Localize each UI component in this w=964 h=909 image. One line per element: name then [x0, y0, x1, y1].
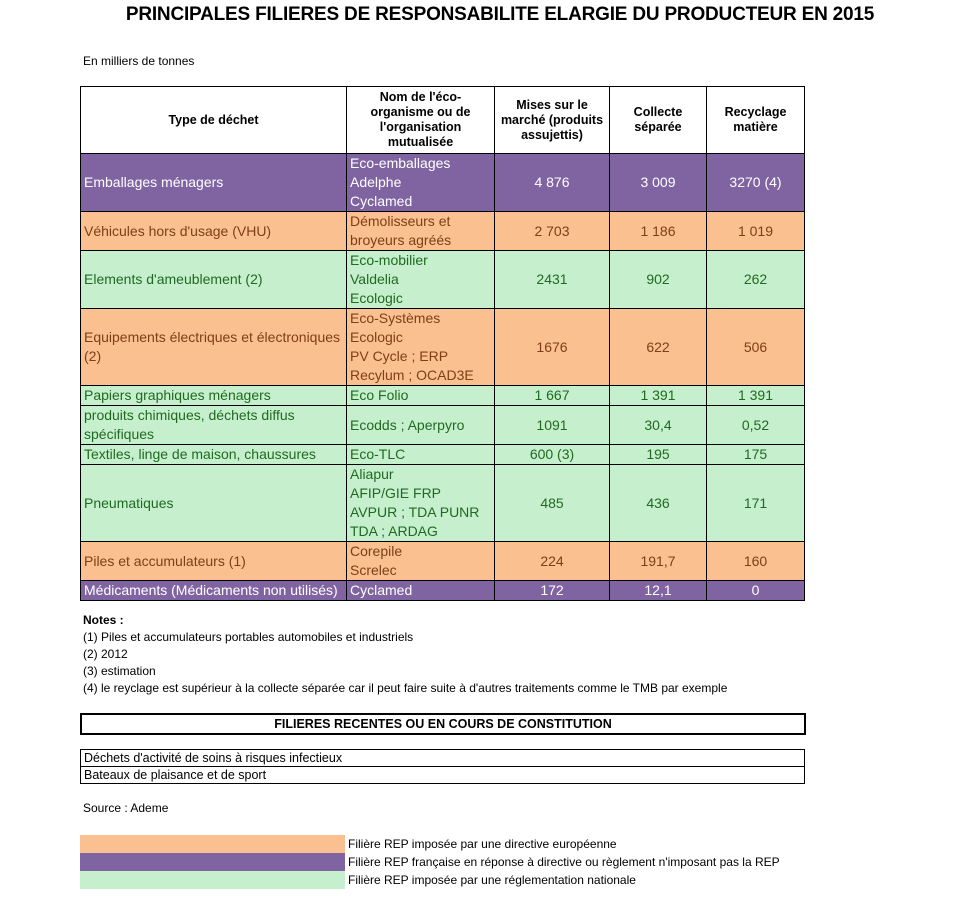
- table-row: [81, 542, 805, 581]
- cell-collect: 1 391: [610, 386, 707, 406]
- legend-label: Filière REP française en réponse à directive ou règlement n'imposant pas la REP: [348, 855, 780, 869]
- organism-line: Démolisseurs et: [350, 213, 451, 229]
- organism-line: AFIP/GIE FRP: [350, 485, 442, 501]
- cell-type: Textiles, linge de maison, chaussures: [81, 445, 347, 465]
- page-title: PRINCIPALES FILIERES DE RESPONSABILITE ELARGIE DU PRODUCTEUR EN 2015: [125, 4, 875, 25]
- organism-line: PV Cycle ; ERP: [350, 348, 449, 364]
- cell-market: 1676: [495, 309, 610, 386]
- organism-line: Cyclamed: [350, 582, 413, 598]
- cell-type: Médicaments (Médicaments non utilisés): [81, 581, 347, 601]
- cell-market: 172: [495, 581, 610, 601]
- recent-item: Bateaux de plaisance et de sport: [81, 767, 805, 784]
- notes: [83, 612, 727, 697]
- cell-organism: [347, 542, 495, 581]
- header-organism: Nom de l'éco-organisme ou de l'organisation mutualisée: [347, 87, 495, 154]
- note-item: (4) le reyclage est supérieur à la collecte séparée car il peut faire suite à d'autres traitements comme le TMB par exemple: [83, 681, 728, 695]
- organism-line: Aliapur: [350, 466, 394, 482]
- organism-line: Ecologic: [350, 290, 403, 306]
- header-recycle: Recyclage matière: [707, 87, 805, 154]
- cell-recycle: 262: [707, 251, 805, 309]
- header-type: Type de déchet: [81, 87, 347, 154]
- organism-line: Eco-Systèmes: [350, 310, 441, 326]
- cell-recycle: 1 019: [707, 212, 805, 251]
- header-market: Mises sur le marché (produits assujettis): [495, 87, 610, 154]
- cell-organism: [347, 251, 495, 309]
- organism-line: Eco Folio: [350, 387, 409, 403]
- cell-recycle: 171: [707, 465, 805, 542]
- cell-recycle: 0,52: [707, 406, 805, 445]
- note-item: (2) 2012: [83, 647, 128, 661]
- organism-line: Eco-emballages: [350, 155, 451, 171]
- cell-collect: 622: [610, 309, 707, 386]
- source-label: Source : Ademe: [83, 801, 169, 815]
- cell-recycle: 160: [707, 542, 805, 581]
- cell-recycle: 3270 (4): [707, 154, 805, 212]
- recent-row: [81, 750, 805, 767]
- cell-type: Piles et accumulateurs (1): [81, 542, 347, 581]
- table-row: [81, 581, 805, 601]
- cell-type: Equipements électriques et électroniques (2): [81, 309, 347, 386]
- legend-label: Filière REP imposée par une directive européenne: [348, 837, 617, 851]
- cell-collect: 902: [610, 251, 707, 309]
- cell-market: 2431: [495, 251, 610, 309]
- organism-line: broyeurs agréés: [350, 232, 452, 248]
- table-row: [81, 406, 805, 445]
- cell-collect: 12,1: [610, 581, 707, 601]
- note-item: (1) Piles et accumulateurs portables automobiles et industriels: [83, 630, 414, 644]
- note-item: (3) estimation: [83, 664, 156, 678]
- organism-line: Valdelia: [350, 271, 399, 287]
- cell-collect: 1 186: [610, 212, 707, 251]
- legend-item: [80, 853, 880, 871]
- cell-type: produits chimiques, déchets diffus spécifiques: [81, 406, 347, 445]
- cell-organism: [347, 445, 495, 465]
- legend-item: [80, 835, 880, 853]
- organism-line: Recylum ; OCAD3E: [350, 367, 474, 383]
- cell-recycle: 175: [707, 445, 805, 465]
- organism-line: Eco-mobilier: [350, 252, 428, 268]
- cell-organism: [347, 386, 495, 406]
- cell-organism: [347, 154, 495, 212]
- cell-market: 1091: [495, 406, 610, 445]
- recent-item: Déchets d'activité de soins à risques infectieux: [81, 750, 805, 767]
- organism-line: AVPUR ; TDA PUNR: [350, 504, 480, 520]
- cell-collect: 436: [610, 465, 707, 542]
- cell-type: Véhicules hors d'usage (VHU): [81, 212, 347, 251]
- table-header-row: [81, 87, 805, 154]
- cell-type: Papiers graphiques ménagers: [81, 386, 347, 406]
- legend-item: [80, 871, 880, 889]
- organism-line: Eco-TLC: [350, 446, 406, 462]
- recent-table: [80, 749, 805, 784]
- table-row: [81, 212, 805, 251]
- cell-collect: 195: [610, 445, 707, 465]
- recent-row: [81, 767, 805, 784]
- table-row: [81, 386, 805, 406]
- organism-line: TDA ; ARDAG: [350, 523, 438, 539]
- cell-market: 4 876: [495, 154, 610, 212]
- table-row: [81, 154, 805, 212]
- table-row: [81, 309, 805, 386]
- legend-swatch: [80, 835, 345, 853]
- cell-type: Emballages ménagers: [81, 154, 347, 212]
- organism-line: Screlec: [350, 562, 397, 578]
- cell-organism: [347, 465, 495, 542]
- organism-line: Corepile: [350, 543, 403, 559]
- cell-organism: [347, 406, 495, 445]
- cell-market: 2 703: [495, 212, 610, 251]
- cell-market: 600 (3): [495, 445, 610, 465]
- cell-collect: 3 009: [610, 154, 707, 212]
- table-row: [81, 465, 805, 542]
- cell-collect: 30,4: [610, 406, 707, 445]
- cell-market: 1 667: [495, 386, 610, 406]
- organism-line: Cyclamed: [350, 193, 413, 209]
- header-collect: Collecte séparée: [610, 87, 707, 154]
- rep-table: [80, 86, 805, 601]
- table-row: [81, 251, 805, 309]
- recent-heading: FILIERES RECENTES OU EN COURS DE CONSTITUTION: [80, 713, 806, 735]
- cell-type: Elements d'ameublement (2): [81, 251, 347, 309]
- cell-market: 485: [495, 465, 610, 542]
- organism-line: Ecodds ; Aperpyro: [350, 416, 465, 433]
- legend-swatch: [80, 853, 345, 871]
- cell-recycle: 506: [707, 309, 805, 386]
- organism-line: Ecologic: [350, 329, 403, 345]
- notes-heading: Notes :: [83, 613, 124, 627]
- legend-label: Filière REP imposée par une réglementation nationale: [348, 873, 636, 887]
- unit-label: En milliers de tonnes: [83, 54, 195, 68]
- table-row: [81, 445, 805, 465]
- cell-organism: [347, 581, 495, 601]
- cell-organism: [347, 309, 495, 386]
- cell-collect: 191,7: [610, 542, 707, 581]
- cell-recycle: 0: [707, 581, 805, 601]
- cell-type: Pneumatiques: [81, 465, 347, 542]
- cell-organism: [347, 212, 495, 251]
- cell-market: 224: [495, 542, 610, 581]
- organism-line: Adelphe: [350, 174, 402, 190]
- legend-swatch: [80, 871, 345, 889]
- cell-recycle: 1 391: [707, 386, 805, 406]
